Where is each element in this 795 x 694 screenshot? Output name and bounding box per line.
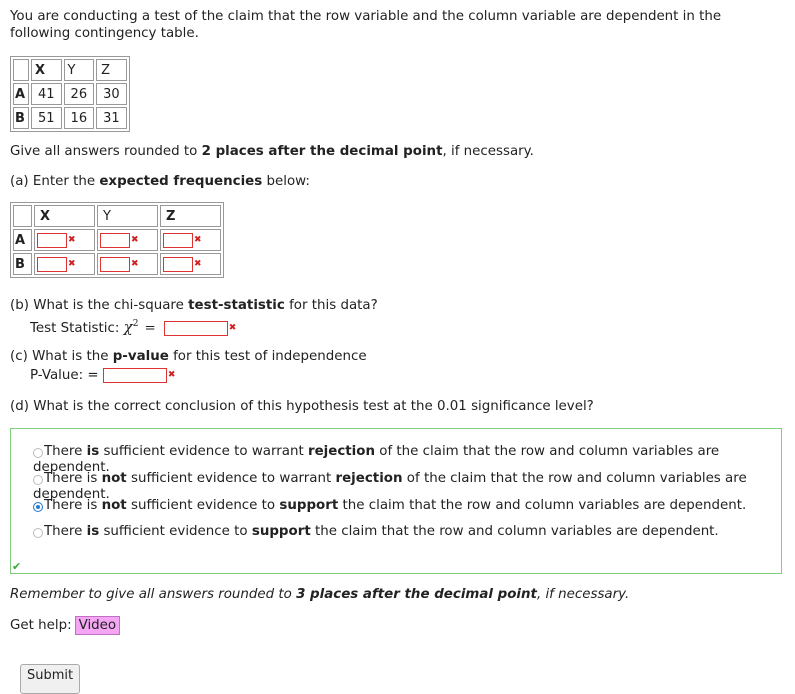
part-c-question: (c) What is the p-value for this test of independence <box>10 349 367 364</box>
x-mark-icon: ✖ <box>167 370 176 380</box>
expected-table <box>10 202 224 278</box>
col-header-y: Y <box>64 59 95 81</box>
corner-cell <box>13 59 29 81</box>
radio-button[interactable] <box>33 528 43 538</box>
col-header-y: Y <box>97 205 158 227</box>
expected-a-x-input[interactable] <box>37 233 67 248</box>
radio-button-selected[interactable] <box>33 502 43 512</box>
video-help-button[interactable]: Video <box>75 616 121 635</box>
expected-cell-a-z <box>160 229 221 251</box>
cell-b-x: 51 <box>31 107 62 129</box>
expected-a-z-input[interactable] <box>163 233 193 248</box>
expected-cell-b-z <box>160 253 221 275</box>
p-value-row <box>30 366 175 385</box>
remember-note: Remember to give all answers rounded to 3 places after the decimal point, if necessary. <box>10 587 630 602</box>
expected-a-y-input[interactable] <box>100 233 130 248</box>
x-mark-icon: ✖ <box>131 235 139 245</box>
col-header-x: X <box>31 59 62 81</box>
row-header-b: B <box>13 107 29 129</box>
col-header-z: Z <box>160 205 221 227</box>
p-value-label: P-Value: = <box>30 368 99 383</box>
x-mark-icon: ✖ <box>131 259 139 269</box>
intro-text: You are conducting a test of the claim that the row variable and the column variable are dependent in the following contingency table. <box>10 9 722 41</box>
part-b-question: (b) What is the chi-square test-statistic for this data? <box>10 298 378 313</box>
rounding-instruction: Give all answers rounded to 2 places after the decimal point, if necessary. <box>10 144 534 159</box>
col-header-x: X <box>34 205 95 227</box>
x-mark-icon: ✖ <box>194 235 202 245</box>
equals-sign: = <box>144 321 156 336</box>
x-mark-icon: ✖ <box>68 235 76 245</box>
expected-cell-b-y <box>97 253 158 275</box>
x-mark-icon: ✖ <box>228 323 237 333</box>
radio-button[interactable] <box>33 475 43 485</box>
conclusion-option-4[interactable]: There is sufficient evidence to support the claim that the row and column variables are dependent. <box>33 524 719 540</box>
observed-table <box>10 56 130 132</box>
row-header-a: A <box>13 229 32 251</box>
conclusion-option-1[interactable]: There is sufficient evidence to warrant rejection of the claim that the row and column variables are dependent. <box>33 444 720 475</box>
cell-b-z: 31 <box>96 107 127 129</box>
x-mark-icon: ✖ <box>194 259 202 269</box>
cell-a-y: 26 <box>64 83 95 105</box>
expected-cell-b-x <box>34 253 95 275</box>
expected-cell-a-y <box>97 229 158 251</box>
cell-a-z: 30 <box>96 83 127 105</box>
row-header-a: A <box>13 83 29 105</box>
expected-b-z-input[interactable] <box>163 257 193 272</box>
expected-b-x-input[interactable] <box>37 257 67 272</box>
conclusion-option-3[interactable]: There is not sufficient evidence to support the claim that the row and column variables are dependent. <box>33 498 746 514</box>
corner-cell <box>13 205 32 227</box>
chi-square-symbol: $\chi^2$ <box>123 318 139 336</box>
x-mark-icon: ✖ <box>68 259 76 269</box>
get-help-label: Get help: <box>10 618 72 633</box>
cell-a-x: 41 <box>31 83 62 105</box>
conclusion-option-2[interactable]: There is not sufficient evidence to warrant rejection of the claim that the row and column variables are dependent. <box>33 471 747 502</box>
expected-cell-a-x <box>34 229 95 251</box>
test-statistic-label: Test Statistic: <box>30 321 124 336</box>
expected-b-y-input[interactable] <box>100 257 130 272</box>
conclusion-options-box <box>10 428 782 574</box>
submit-button[interactable]: Submit <box>20 664 80 694</box>
test-statistic-row <box>30 315 236 338</box>
checkmark-icon: ✔ <box>12 560 22 573</box>
p-value-input[interactable] <box>103 368 167 383</box>
part-d-question: (d) What is the correct conclusion of this hypothesis test at the 0.01 significance level? <box>10 399 594 414</box>
test-statistic-input[interactable] <box>164 321 228 336</box>
part-a-question: (a) Enter the expected frequencies below: <box>10 174 310 189</box>
col-header-z: Z <box>96 59 127 81</box>
get-help-row <box>10 616 120 635</box>
radio-button[interactable] <box>33 448 43 458</box>
row-header-b: B <box>13 253 32 275</box>
cell-b-y: 16 <box>64 107 95 129</box>
